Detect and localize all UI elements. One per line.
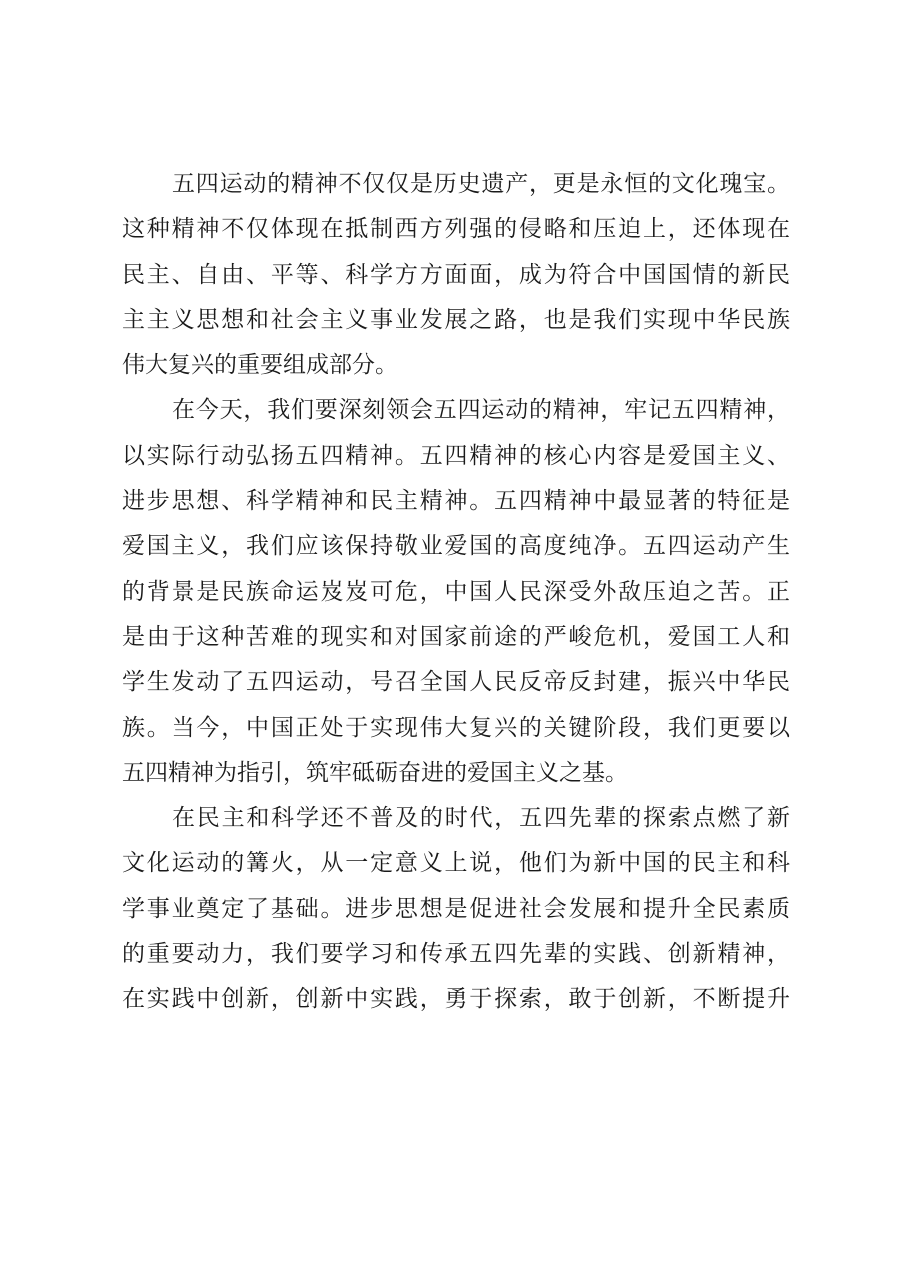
paragraph-1-line-2: 这种精神不仅体现在抵制西方列强的侵略和压迫上，还体现在 bbox=[122, 216, 790, 243]
paragraph-1-line-4: 主主义思想和社会主义事业发展之路，也是我们实现中华民族 bbox=[122, 306, 790, 333]
paragraph-2-line-7: 学生发动了五四运动，号召全国人民反帝反封建，振兴中华民 bbox=[122, 669, 790, 696]
paragraph-2-line-5: 的背景是民族命运岌岌可危，中国人民深受外敌压迫之苦。正 bbox=[122, 578, 790, 605]
paragraph-2-line-1: 在今天，我们要深刻领会五四运动的精神，牢记五四精神， bbox=[172, 397, 790, 424]
paragraph-3-line-2: 文化运动的篝火，从一定意义上说，他们为新中国的民主和科 bbox=[122, 850, 790, 877]
paragraph-3-line-1: 在民主和科学还不普及的时代，五四先辈的探索点燃了新 bbox=[172, 805, 790, 832]
paragraph-1-line-3: 民主、自由、平等、科学方方面面，成为符合中国国情的新民 bbox=[122, 261, 790, 288]
paragraph-2-line-8: 族。当今，中国正处于实现伟大复兴的关键阶段，我们更要以 bbox=[122, 714, 790, 741]
paragraph-2-line-4: 爱国主义，我们应该保持敬业爱国的高度纯净。五四运动产生 bbox=[122, 533, 790, 560]
paragraph-2-line-2: 以实际行动弘扬五四精神。五四精神的核心内容是爱国主义、 bbox=[122, 442, 790, 469]
paragraph-3-line-3: 学事业奠定了基础。进步思想是促进社会发展和提升全民素质 bbox=[122, 895, 790, 922]
paragraph-3-line-4: 的重要动力，我们要学习和传承五四先辈的实践、创新精神， bbox=[122, 941, 790, 968]
paragraph-1-line-5: 伟大复兴的重要组成部分。 bbox=[122, 352, 398, 379]
paragraph-2-line-6: 是由于这种苦难的现实和对国家前途的严峻危机，爱国工人和 bbox=[122, 623, 790, 650]
paragraph-3-line-5: 在实践中创新，创新中实践，勇于探索，敢于创新，不断提升 bbox=[122, 986, 790, 1013]
paragraph-2-line-3: 进步思想、科学精神和民主精神。五四精神中最显著的特征是 bbox=[122, 488, 790, 515]
paragraph-1-line-1: 五四运动的精神不仅仅是历史遗产，更是永恒的文化瑰宝。 bbox=[172, 171, 790, 197]
document-body bbox=[122, 162, 790, 1023]
paragraph-2-line-9: 五四精神为指引，筑牢砥砺奋进的爱国主义之基。 bbox=[122, 759, 628, 786]
